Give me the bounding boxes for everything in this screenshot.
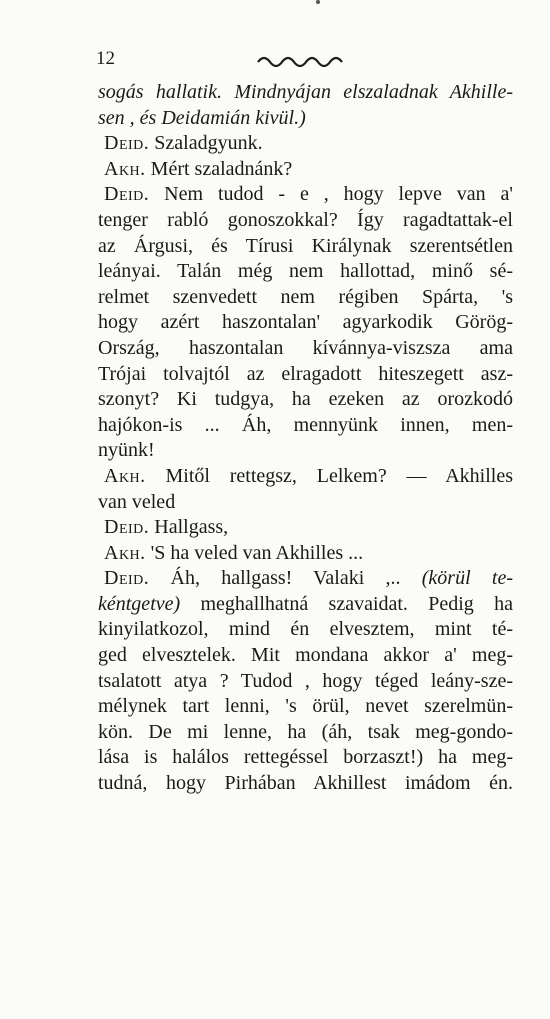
speaker-name: Akh. bbox=[104, 157, 146, 180]
text-line bbox=[98, 771, 513, 797]
dialogue-text: Trójai tolvajtól az elragadott hiteszegett asz- bbox=[98, 362, 513, 385]
dialogue-text: Szaladgyunk. bbox=[149, 132, 263, 155]
text-line bbox=[98, 310, 513, 336]
body-text bbox=[98, 80, 513, 797]
text-line bbox=[98, 362, 513, 388]
ink-speck bbox=[316, 0, 320, 4]
speaker-name: Akh. bbox=[104, 541, 146, 564]
text-line bbox=[98, 157, 513, 183]
stage-direction: kéntgetve) bbox=[98, 592, 181, 615]
text-line bbox=[98, 182, 513, 208]
dialogue-text: relmet szenvedett nem régiben Spárta, 's bbox=[98, 285, 513, 308]
text-line bbox=[98, 669, 513, 695]
dialogue-text: Hallgass, bbox=[149, 516, 229, 539]
text-line bbox=[98, 720, 513, 746]
text-line bbox=[98, 259, 513, 285]
stage-direction: (körül te- bbox=[421, 567, 513, 590]
dialogue-text: Nem tudod - e , hogy lepve van a' bbox=[149, 183, 513, 206]
stage-direction: sogás hallatik. Mindnyájan elszaladnak Akhille- bbox=[98, 81, 513, 103]
dialogue-text: Mért szaladnánk? bbox=[145, 157, 293, 180]
dialogue-text: van veled bbox=[98, 490, 176, 513]
text-line bbox=[98, 464, 513, 490]
text-line bbox=[98, 617, 513, 643]
speaker-name: Deid. bbox=[104, 132, 150, 155]
text-line bbox=[98, 541, 513, 567]
speaker-name: Deid. bbox=[104, 516, 150, 539]
dialogue-text: kinyilatkozol, mind én elvesztem, mint té- bbox=[98, 618, 513, 641]
text-line bbox=[98, 336, 513, 362]
dialogue-text: tsalatott atya ? Tudod , hogy téged leány-sze- bbox=[98, 669, 513, 692]
text-line bbox=[98, 413, 513, 439]
dialogue-text: az Árgusi, és Tírusi Királynak szerentsétlen bbox=[98, 234, 513, 257]
text-line bbox=[98, 387, 513, 413]
text-line bbox=[98, 592, 513, 618]
dialogue-text: Mitől rettegsz, Lelkem? — Akhilles bbox=[145, 464, 513, 487]
text-line bbox=[98, 285, 513, 311]
dialogue-text: hajókon-is ... Áh, mennyünk innen, men- bbox=[98, 413, 513, 436]
text-line bbox=[98, 234, 513, 260]
speaker-name: Deid. bbox=[104, 183, 150, 206]
dialogue-text: lása is halálos rettegéssel borzaszt!) ha meg- bbox=[98, 746, 513, 769]
dialogue-text: tenger rabló gonoszokkal? Így ragadtattak-el bbox=[98, 208, 513, 231]
text-line bbox=[98, 106, 513, 132]
dialogue-text: hogy azért haszontalan' agyarkodik Görög- bbox=[98, 311, 513, 334]
dialogue-text: kön. De mi lenne, ha (áh, tsak meg-gondo- bbox=[98, 720, 513, 743]
page-header bbox=[96, 48, 510, 78]
stage-direction: sen , és Deidamián kivül.) bbox=[98, 106, 306, 129]
dialogue-text: meghallhatná szavaidat. Pedig ha bbox=[180, 592, 513, 615]
text-line bbox=[98, 566, 513, 592]
text-line bbox=[98, 694, 513, 720]
text-line bbox=[98, 131, 513, 157]
text-line bbox=[98, 208, 513, 234]
dialogue-text: ged elvesztelek. Mit mondana akkor a' meg- bbox=[98, 644, 513, 667]
text-line bbox=[98, 80, 513, 106]
dialogue-text: szonyt? Ki tudgya, ha ezeken az orozkodó bbox=[98, 388, 513, 411]
speaker-name: Deid. bbox=[104, 567, 150, 590]
text-line bbox=[98, 643, 513, 669]
dialogue-text: mélynek tart lenni, 's örül, nevet szerelmün- bbox=[98, 695, 513, 718]
text-line bbox=[98, 490, 513, 516]
dialogue-text: tudná, hogy Pirhában Akhillest imádom én. bbox=[98, 772, 513, 795]
ornament-flourish-icon bbox=[256, 50, 346, 70]
dialogue-text: Ország, haszontalan kívánnya-viszsza ama bbox=[98, 336, 513, 359]
page-number: 12 bbox=[96, 48, 115, 69]
text-line bbox=[98, 438, 513, 464]
dialogue-text: leányai. Talán még nem hallottad, minő sé- bbox=[98, 260, 513, 283]
text-line bbox=[98, 515, 513, 541]
dialogue-text: nyünk! bbox=[98, 439, 155, 462]
dialogue-text: 'S ha veled van Akhilles ... bbox=[145, 541, 364, 564]
text-line bbox=[98, 745, 513, 771]
dialogue-text: Áh, hallgass! Valaki ,.. bbox=[149, 567, 422, 590]
speaker-name: Akh. bbox=[104, 464, 146, 487]
